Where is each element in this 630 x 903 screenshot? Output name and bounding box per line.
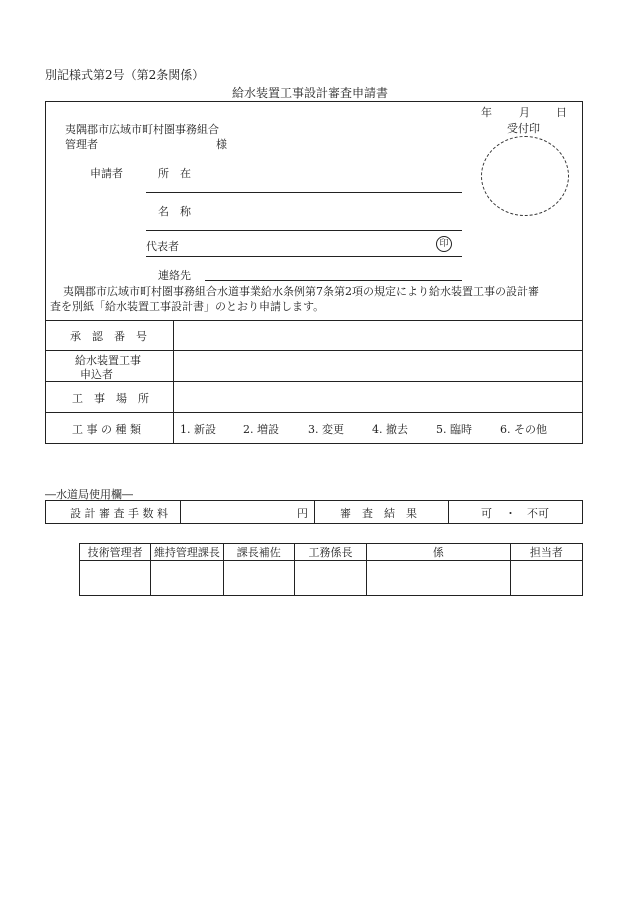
representative-line[interactable] bbox=[146, 256, 462, 257]
reception-stamp-circle bbox=[481, 136, 569, 216]
applicant-row-label-2: 申込者 bbox=[80, 368, 113, 381]
seal-text: 印 bbox=[439, 239, 449, 249]
contact-label: 連絡先 bbox=[158, 269, 191, 282]
name-line[interactable] bbox=[146, 230, 462, 231]
approval-title: 技術管理者 bbox=[80, 544, 151, 561]
sama-label: 様 bbox=[216, 138, 227, 151]
approval-title: 維持管理課長 bbox=[151, 544, 223, 561]
form-code: 別記様式第2号（第2条関係） bbox=[45, 68, 205, 82]
approval-header-row bbox=[80, 544, 583, 561]
kind-option-new[interactable]: 1. 新設 bbox=[180, 423, 216, 436]
approval-number-text: 承 認 番 号 bbox=[70, 330, 147, 343]
kind-option-add[interactable]: 2. 増設 bbox=[243, 423, 279, 436]
date-day: 日 bbox=[556, 106, 567, 119]
result-separator: ・ bbox=[505, 507, 516, 520]
stamp-cell[interactable] bbox=[510, 561, 582, 596]
fee-divider bbox=[180, 500, 181, 524]
office-use-heading: ―水道局使用欄― bbox=[45, 488, 133, 501]
address-line[interactable] bbox=[146, 192, 462, 193]
stamp-cell[interactable] bbox=[367, 561, 510, 596]
approval-number-label bbox=[70, 328, 150, 344]
representative-label: 代表者 bbox=[146, 240, 179, 253]
result-ok[interactable]: 可 bbox=[481, 507, 492, 520]
name-label: 名 称 bbox=[158, 205, 191, 218]
approval-title: 工務係長 bbox=[294, 544, 366, 561]
approval-title: 課長補佐 bbox=[223, 544, 294, 561]
yen-unit: 円 bbox=[297, 507, 308, 520]
applicant-label: 申請者 bbox=[90, 167, 123, 180]
contact-line[interactable] bbox=[205, 280, 462, 281]
stamp-cell[interactable] bbox=[80, 561, 151, 596]
fee-divider bbox=[448, 500, 449, 524]
date-year: 年 bbox=[481, 106, 492, 119]
stamp-cell[interactable] bbox=[294, 561, 366, 596]
address-label: 所 在 bbox=[158, 167, 191, 180]
row-divider bbox=[45, 381, 583, 382]
kind-option-temporary[interactable]: 5. 臨時 bbox=[436, 423, 472, 436]
approval-stamp-table bbox=[79, 543, 583, 596]
date-month: 月 bbox=[519, 106, 530, 119]
approval-title: 担当者 bbox=[510, 544, 582, 561]
kind-option-remove[interactable]: 4. 撤去 bbox=[372, 423, 408, 436]
row-divider bbox=[45, 412, 583, 413]
result-ng[interactable]: 不可 bbox=[527, 507, 549, 520]
addressee: 夷隅郡市広域市町村圏事務組合 bbox=[65, 123, 219, 136]
applicant-row-label-1: 給水装置工事 bbox=[75, 354, 141, 367]
result-label: 審 査 結 果 bbox=[340, 507, 417, 520]
approval-stamp-row bbox=[80, 561, 583, 596]
kind-option-change[interactable]: 3. 変更 bbox=[308, 423, 344, 436]
kind-option-other[interactable]: 6. その他 bbox=[500, 423, 547, 436]
column-divider bbox=[173, 320, 174, 444]
stamp-cell[interactable] bbox=[223, 561, 294, 596]
row-divider bbox=[45, 320, 583, 321]
kind-label: 工 事 の 種 類 bbox=[72, 423, 141, 436]
site-label: 工 事 場 所 bbox=[72, 392, 149, 405]
body-text-line2: 査を別紙「給水装置工事設計書」のとおり申請します。 bbox=[50, 300, 325, 313]
row-divider bbox=[45, 350, 583, 351]
seal-mark bbox=[436, 236, 452, 252]
stamp-cell[interactable] bbox=[151, 561, 223, 596]
approval-title: 係 bbox=[367, 544, 510, 561]
form-title: 給水装置工事設計審査申請書 bbox=[232, 86, 389, 100]
manager-label: 管理者 bbox=[65, 138, 98, 151]
stamp-label: 受付印 bbox=[507, 122, 540, 135]
fee-divider bbox=[314, 500, 315, 524]
fee-label: 設 計 審 査 手 数 料 bbox=[70, 507, 168, 520]
body-text-line1: 夷隅郡市広域市町村圏事務組合水道事業給水条例第7条第2項の規定により給水装置工事の設計審 bbox=[63, 285, 539, 298]
